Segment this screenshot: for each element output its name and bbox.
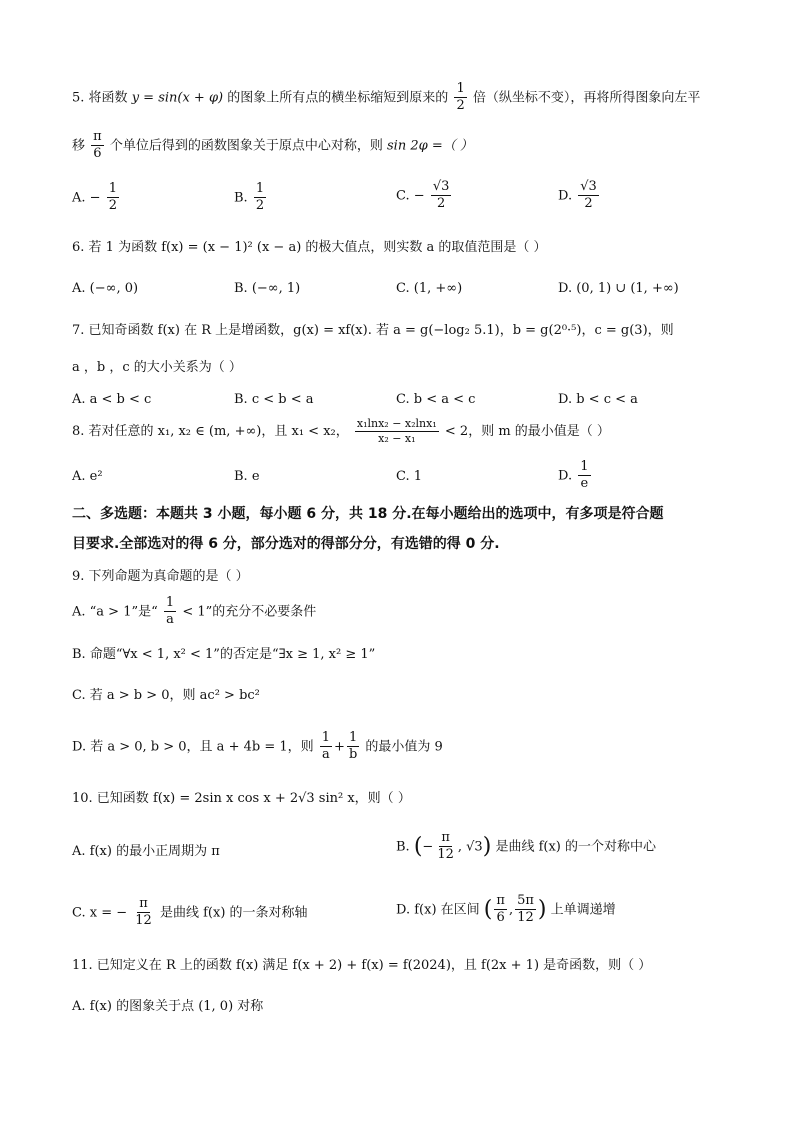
- q7-option-d: D. b < c < a: [558, 392, 638, 407]
- q9-stem: 9. 下列命题为真命题的是（ ）: [72, 569, 249, 584]
- q10-option-a: A. f(x) 的最小正周期为 π: [72, 844, 220, 859]
- q6-stem: 6. 若 1 为函数 f(x) = (x − 1)² (x − a) 的极大值点，则实数 a 的取值范围是（ ）: [72, 240, 547, 255]
- q8-option-d: D. $\frac{1}{e}$: [558, 459, 589, 492]
- q5-option-c: C. − $\frac{√3}{2}$: [396, 179, 450, 212]
- q7-option-b: B. c < b < a: [234, 392, 314, 407]
- q8-option-c: C. 1: [396, 469, 423, 484]
- q6-option-b: B. (−∞, 1): [234, 281, 301, 296]
- q7-stem: 7. 已知奇函数 f(x) 在 R 上是增函数，g(x) = xf(x). 若 a = g(−log₂ 5.1)，b = g(2⁰·⁵)，c = g(3)，则: [72, 323, 674, 338]
- q8-stem: 8. 若对任意的 x₁, x₂ ∈ (m, +∞)，且 x₁ < x₂， $\frac{\text{x₁lnx₂ − x₂lnx₁}}{\text{x₂ − x₁}}$ < 2，则 m 的最小值是（ ）: [72, 417, 610, 446]
- q7-stem-line2: a ，b ，c 的大小关系为（ ）: [72, 360, 242, 375]
- fraction: $\frac{\pi}{6}$: [93, 129, 102, 162]
- section-header-line1: 二、多选题：本题共 3 小题，每小题 6 分，共 18 分.在每小题给出的选项中，有多项是符合题: [72, 506, 664, 522]
- fraction: $\frac{\text{x₁lnx₂ − x₂lnx₁}}{\text{x₂ − x₁}}$: [356, 417, 437, 446]
- q10-stem: 10. 已知函数 f(x) = 2sin x cos x + 2√3 sin² x，则（ ）: [72, 791, 411, 806]
- q5-option-a: A. − $\frac{1}{2}$: [72, 181, 117, 214]
- q5-option-d: D. $\frac{√3}{2}$: [558, 179, 597, 212]
- q7-option-a: A. a < b < c: [72, 392, 152, 407]
- q11-stem: 11. 已知定义在 R 上的函数 f(x) 满足 f(x + 2) + f(x) = f(2024)，且 f(2x + 1) 是奇函数，则（ ）: [72, 958, 652, 973]
- q8-option-b: B. e: [234, 469, 260, 484]
- q7-option-c: C. b < a < c: [396, 392, 476, 407]
- q10-option-d: D. f(x) 在区间 ( $\frac{\pi}{6}$ , $\frac{5\pi}{12}$ ) 上单调递增: [396, 893, 616, 926]
- fraction: $\frac{1}{2}$: [456, 81, 465, 114]
- q5-stem-line1: 5. 将函数 y = sin(x + φ) 的图象上所有点的横坐标缩短到原来的 $\frac{1}{2}$ 倍（纵坐标不变），再将所得图象向左平: [72, 81, 701, 114]
- q10-option-c: C. x = − $\frac{\pi}{12}$ 是曲线 f(x) 的一条对称轴: [72, 896, 308, 929]
- q6-option-a: A. (−∞, 0): [72, 281, 139, 296]
- q5-option-b: B. $\frac{1}{2}$: [234, 181, 265, 214]
- q9-option-b: B. 命题“∀x < 1, x² < 1”的否定是“∃x ≥ 1, x² ≥ 1”: [72, 647, 376, 662]
- q9-option-a: A. “a > 1”是“ $\frac{1}{a}$ < 1”的充分不必要条件: [72, 595, 317, 628]
- q6-option-d: D. (0, 1) ∪ (1, +∞): [558, 281, 679, 296]
- q10-option-b: B. (− $\frac{\pi}{12}$ , √3) 是曲线 f(x) 的一个对称中心: [396, 830, 656, 863]
- q6-option-c: C. (1, +∞): [396, 281, 463, 296]
- q8-option-a: A. e²: [72, 469, 103, 484]
- q5-stem-line2: 移 $\frac{\pi}{6}$ 个单位后得到的函数图象关于原点中心对称，则 sin 2φ =（ ）: [72, 129, 473, 162]
- q11-option-a: A. f(x) 的图象关于点 (1, 0) 对称: [72, 999, 264, 1014]
- q9-option-d: D. 若 a > 0, b > 0，且 a + 4b = 1，则 $\frac{1}{a}$ + $\frac{1}{b}$ 的最小值为 9: [72, 730, 443, 763]
- q9-option-c: C. 若 a > b > 0，则 ac² > bc²: [72, 688, 260, 703]
- section-header-line2: 目要求.全部选对的得 6 分，部分选对的得部分分，有选错的得 0 分.: [72, 536, 500, 552]
